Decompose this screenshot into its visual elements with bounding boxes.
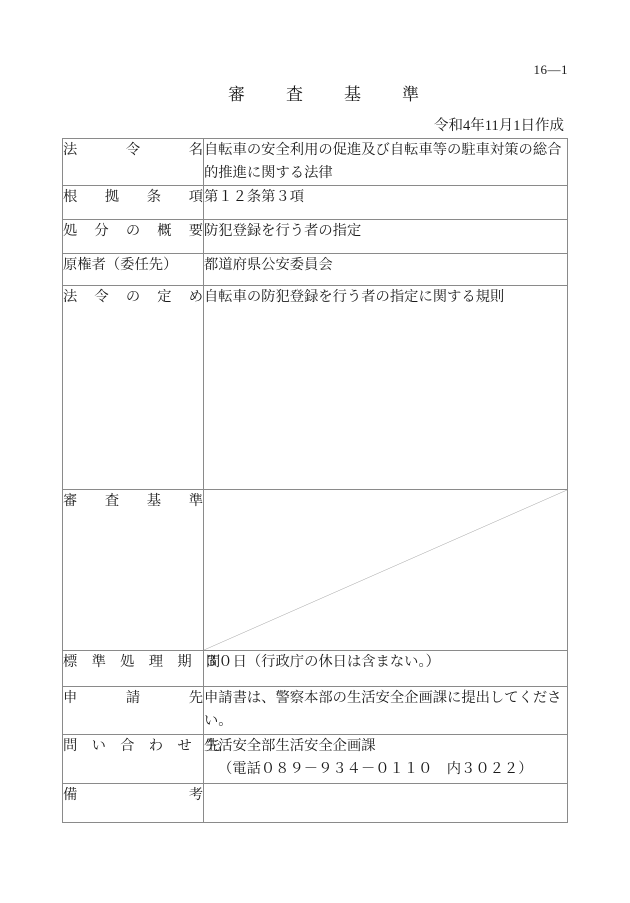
page-number: 16—1 xyxy=(533,62,568,77)
table-row xyxy=(63,687,568,734)
label-text: 備 考 xyxy=(63,786,203,803)
row-value-contact xyxy=(204,734,568,783)
row-value-remarks xyxy=(204,783,568,822)
row-value-legal-provision xyxy=(204,286,568,490)
row-value-standard-period xyxy=(204,651,568,687)
review-criteria-table xyxy=(62,138,568,823)
value-text: ３０日（行政庁の休日は含まない。） xyxy=(204,654,440,671)
value-text: 申請書は、警察本部の生活安全企画課に提出してください。 xyxy=(204,690,562,730)
value-text: 自転車の防犯登録を行う者の指定に関する規則 xyxy=(204,289,505,306)
table-row xyxy=(63,651,568,687)
row-label-remarks xyxy=(63,783,204,822)
contact-phone: （電話０８９－９３４－０１１０ 内３０２２） xyxy=(218,760,533,777)
label-text: 標 準 処 理 期 間 xyxy=(63,654,221,671)
table-row xyxy=(63,254,568,286)
table-row xyxy=(63,186,568,220)
value-text: 都道府県公安委員会 xyxy=(204,257,333,274)
row-label-legislation-name xyxy=(63,139,204,186)
table-row xyxy=(63,783,568,822)
row-value-review-criteria xyxy=(204,490,568,651)
row-label-legal-basis xyxy=(63,186,204,220)
label-text: 原権者（委任先） xyxy=(63,257,178,274)
label-text: 問 い 合 わ せ 先 xyxy=(63,737,221,754)
table-row xyxy=(63,220,568,254)
diagonal-strike-icon xyxy=(204,490,567,650)
label-text: 法 令 の 定 め xyxy=(63,289,203,306)
row-label-submission-office xyxy=(63,687,204,734)
value-text: 防犯登録を行う者の指定 xyxy=(204,223,362,240)
page-title: 審 査 基 準 xyxy=(228,85,431,104)
table-row xyxy=(63,734,568,783)
row-label-standard-period xyxy=(63,651,221,687)
value-text: 第１２条第３項 xyxy=(204,189,305,206)
row-label-disposition-outline xyxy=(63,220,204,254)
row-label-contact xyxy=(63,734,221,783)
row-value-legislation-name xyxy=(204,139,568,186)
row-value-disposition-outline xyxy=(204,220,568,254)
row-label-legal-provision xyxy=(63,286,204,490)
table-row xyxy=(63,490,568,651)
table-row xyxy=(63,286,568,490)
contact-department: 生活安全部生活安全企画課 xyxy=(204,737,376,754)
created-date: 令和4年11月1日作成 xyxy=(434,118,564,134)
label-text: 根 拠 条 項 xyxy=(63,189,203,206)
table-row xyxy=(63,139,568,186)
row-value-submission-office xyxy=(204,687,568,734)
label-text: 処 分 の 概 要 xyxy=(63,223,203,240)
row-label-review-criteria xyxy=(63,490,204,651)
row-value-legal-basis xyxy=(204,186,568,220)
label-text: 審 査 基 準 xyxy=(63,493,203,510)
label-text: 申 請 先 xyxy=(63,690,203,707)
label-text: 法 令 名 xyxy=(63,142,203,158)
row-value-original-authority xyxy=(204,254,568,286)
row-label-original-authority xyxy=(63,254,204,286)
value-text: 自転車の安全利用の促進及び自転車等の駐車対策の総合的推進に関する法律 xyxy=(204,142,562,182)
